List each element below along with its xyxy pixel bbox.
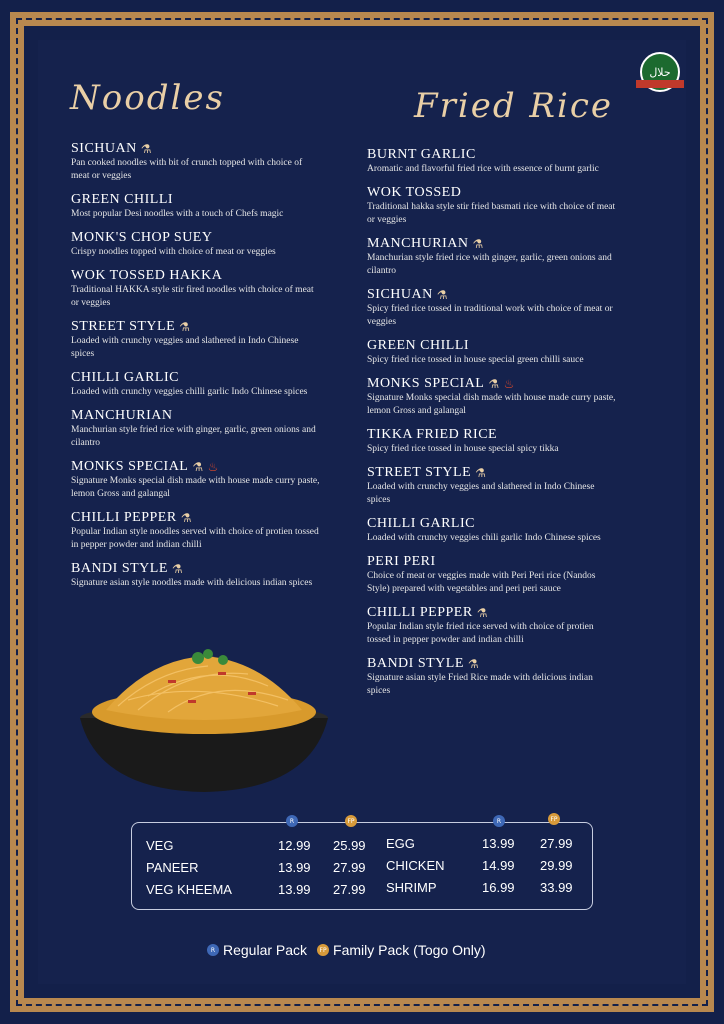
halal-ribbon [636, 80, 684, 88]
menu-item-name: MANCHURIAN [71, 408, 173, 423]
legend-regular: Regular Pack [223, 942, 308, 958]
price-name-veg: VEG [146, 838, 174, 853]
menu-item-name: BANDI STYLE [71, 561, 168, 576]
price-family: 27.99 [333, 882, 366, 897]
menu-item-header [367, 185, 617, 201]
menu-item [71, 408, 321, 450]
menu-item-name: BANDI STYLE [367, 656, 464, 671]
legend-family: Family Pack (Togo Only) [333, 942, 486, 958]
price-legend [207, 942, 486, 958]
menu-item-name: WOK TOSSED [367, 185, 462, 200]
menu-item-name: TIKKA FRIED RICE [367, 427, 498, 442]
menu-item-description: Traditional HAKKA style stir fired noodles with choice of meat or veggies [71, 285, 314, 308]
menu-item-description: Popular Indian style fried rice served with choice of protien tossed in pepper powder and indian chilli [367, 622, 594, 645]
menu-item-name: MONK'S CHOP SUEY [71, 230, 213, 245]
menu-item-name: STREET STYLE [71, 319, 176, 334]
menu-item-description: Signature asian style noodles made with delicious indian spices [71, 578, 313, 588]
menu-item-header [71, 230, 321, 246]
menu-item-name: MONKS SPECIAL [71, 459, 189, 474]
price-name-veg-kheema: VEG KHEEMA [146, 882, 232, 897]
menu-item [71, 141, 321, 183]
noodles-title: Noodles [70, 78, 225, 118]
chili-icon: ♨ [503, 376, 515, 391]
menu-item-description: Spicy fried rice tossed in house special green chilli sauce [367, 355, 584, 365]
menu-item-name: SICHUAN [367, 287, 433, 302]
fried-rice-title: Fried Rice [414, 86, 614, 126]
menu-item [367, 287, 617, 329]
menu-item [367, 605, 617, 647]
menu-item [71, 370, 321, 399]
menu-item-header [367, 287, 617, 303]
menu-item-description: Manchurian style fried rice with ginger, garlic, green onions and cilantro [367, 253, 612, 276]
menu-item-description: Most popular Desi noodles with a touch of Chefs magic [71, 209, 284, 219]
family-badge-icon: FP [548, 813, 560, 825]
menu-item-description: Loaded with crunchy veggies and slathered in Indo Chinese spices [71, 336, 299, 359]
menu-item-name: SICHUAN [71, 141, 137, 156]
menu-item-name: CHILLI GARLIC [367, 516, 475, 531]
monk-icon: ⚗ [180, 511, 192, 525]
menu-item-header [71, 510, 321, 526]
menu-item [71, 459, 321, 501]
price-family: 29.99 [540, 858, 573, 873]
menu-item-name: GREEN CHILLI [367, 338, 470, 353]
menu-item-name: WOK TOSSED HAKKA [71, 268, 223, 283]
monk-icon: ⚗ [179, 320, 191, 334]
menu-item-header [367, 605, 617, 621]
menu-item-description: Signature asian style Fried Rice made with delicious indian spices [367, 673, 593, 696]
menu-item-header [71, 408, 321, 424]
menu-item-header [367, 236, 617, 252]
menu-item-name: GREEN CHILLI [71, 192, 174, 207]
monk-icon: ⚗ [472, 237, 484, 251]
menu-item-header [71, 459, 321, 475]
menu-item [71, 230, 321, 259]
chili-icon: ♨ [207, 459, 219, 474]
menu-item-header [367, 656, 617, 672]
menu-item-description: Choice of meat or veggies made with Peri Peri rice (Nandos Style) prepared with vegetables and peri peri sauce [367, 571, 596, 594]
menu-item [367, 465, 617, 507]
price-name-paneer: PANEER [146, 860, 199, 875]
menu-item-name: MANCHURIAN [367, 236, 469, 251]
regular-badge-icon: R [207, 944, 219, 956]
menu-item-name: CHILLI PEPPER [367, 605, 473, 620]
menu-item-header [71, 192, 321, 208]
menu-item [71, 510, 321, 552]
menu-item-description: Popular Indian style noodles served with choice of protien tossed in pepper powder and indian chilli [71, 527, 319, 550]
menu-item-header [367, 427, 617, 443]
menu-item-header [71, 370, 321, 386]
menu-item-header [367, 338, 617, 354]
price-family: 27.99 [333, 860, 366, 875]
menu-item-header [367, 147, 617, 163]
menu-item-description: Signature Monks special dish made with house made curry paste, lemon Gross and galangal [367, 393, 616, 416]
price-family: 27.99 [540, 836, 573, 851]
menu-item-description: Crispy noodles topped with choice of meat or veggies [71, 247, 276, 257]
price-name-shrimp: SHRIMP [386, 880, 437, 895]
menu-item-description: Loaded with crunchy veggies chili garlic Indo Chinese spices [367, 533, 601, 543]
menu-item-name: PERI PERI [367, 554, 436, 569]
menu-item-header [71, 319, 321, 335]
menu-item-header [367, 516, 617, 532]
price-regular: 14.99 [482, 858, 515, 873]
menu-item-name: STREET STYLE [367, 465, 472, 480]
price-regular: 12.99 [278, 838, 311, 853]
menu-item-name: CHILLI GARLIC [71, 370, 179, 385]
menu-item-header [367, 465, 617, 481]
menu-item [71, 192, 321, 221]
price-name-egg: EGG [386, 836, 415, 851]
menu-item-name: MONKS SPECIAL [367, 376, 485, 391]
menu-item [71, 319, 321, 361]
menu-item [367, 656, 617, 698]
menu-item-header [71, 141, 321, 157]
menu-item-description: Manchurian style fried rice with ginger, garlic, green onions and cilantro [71, 425, 316, 448]
monk-icon: ⚗ [475, 466, 487, 480]
menu-item [367, 516, 617, 545]
menu-item-name: BURNT GARLIC [367, 147, 476, 162]
monk-icon: ⚗ [467, 657, 480, 671]
monk-icon: ⚗ [140, 142, 152, 156]
menu-item [71, 561, 321, 590]
regular-badge-icon: R [286, 815, 298, 827]
menu-item [367, 147, 617, 176]
monk-icon: ⚗ [171, 562, 184, 576]
menu-item-header [71, 268, 321, 284]
menu-item-header [367, 554, 617, 570]
menu-item-description: Spicy fried rice tossed in house special spicy tikka [367, 444, 559, 454]
menu-item [367, 554, 617, 596]
menu-item-description: Loaded with crunchy veggies chilli garlic Indo Chinese spices [71, 387, 308, 397]
monk-icon: ⚗ [436, 288, 448, 302]
halal-badge-icon: حلال [640, 52, 680, 92]
noodles-list [71, 141, 321, 599]
price-family: 25.99 [333, 838, 366, 853]
monk-icon: ⚗ [192, 460, 204, 474]
menu-item-header [71, 561, 321, 577]
price-regular: 16.99 [482, 880, 515, 895]
menu-item [367, 236, 617, 278]
family-badge-icon: FP [345, 815, 357, 827]
menu-item-description: Signature Monks special dish made with house made curry paste, lemon Gross and galangal [71, 476, 320, 499]
noodle-bowl-image [78, 640, 330, 800]
menu-item-description: Traditional hakka style stir fried basmati rice with choice of meat or veggies [367, 202, 616, 225]
price-regular: 13.99 [482, 836, 515, 851]
fried-rice-list [367, 147, 617, 707]
price-family: 33.99 [540, 880, 573, 895]
price-name-chicken: CHICKEN [386, 858, 445, 873]
menu-item-description: Pan cooked noodles with bit of crunch topped with choice of meat or veggies [71, 158, 303, 181]
menu-item-description: Aromatic and flavorful fried rice with essence of burnt garlic [367, 164, 599, 174]
regular-badge-icon: R [493, 815, 505, 827]
menu-item [367, 427, 617, 456]
menu-item-description: Loaded with crunchy veggies and slathered in Indo Chinese spices [367, 482, 595, 505]
menu-item [71, 268, 321, 310]
menu-item-description: Spicy fried rice tossed in traditional work with choice of meat or veggies [367, 304, 613, 327]
monk-icon: ⚗ [476, 606, 488, 620]
menu-item [367, 338, 617, 367]
menu-item-header [367, 376, 617, 392]
price-regular: 13.99 [278, 882, 311, 897]
price-regular: 13.99 [278, 860, 311, 875]
menu-item [367, 376, 617, 418]
menu-item-name: CHILLI PEPPER [71, 510, 177, 525]
menu-item [367, 185, 617, 227]
family-badge-icon: FP [317, 944, 329, 956]
monk-icon: ⚗ [488, 377, 500, 391]
